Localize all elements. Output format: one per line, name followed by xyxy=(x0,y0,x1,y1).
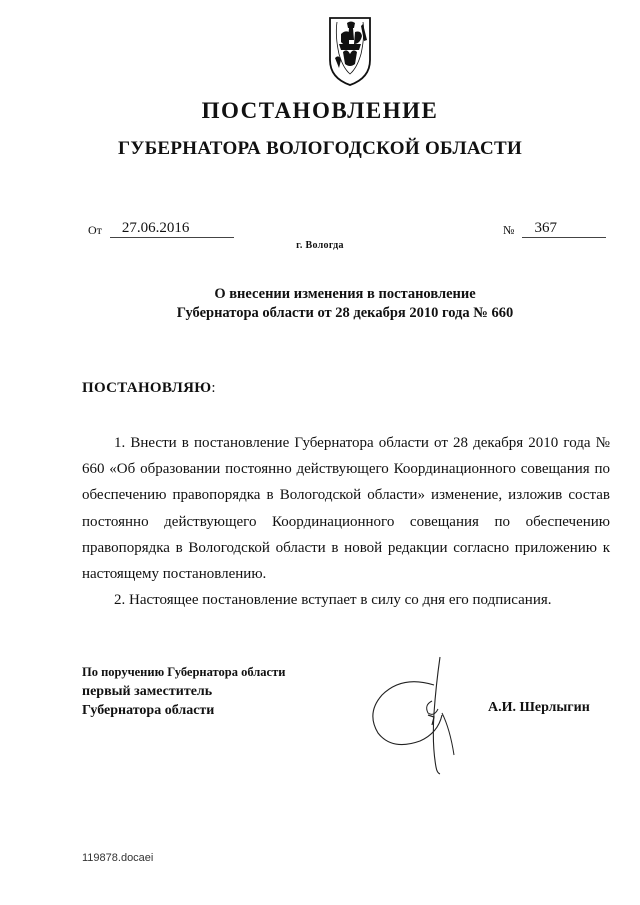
decree-colon: : xyxy=(211,380,216,396)
coat-of-arms-icon xyxy=(327,14,373,88)
document-body xyxy=(82,430,610,613)
signatory-line-3: Губернатора области xyxy=(82,703,215,718)
body-paragraph-2: 2. Настоящее постановление вступает в силу со дня его подписания. xyxy=(114,592,552,609)
document-file-code: 119878.docaei xyxy=(82,852,154,864)
signatory-line-2: первый заместитель xyxy=(82,684,213,699)
signatory-title xyxy=(82,663,285,720)
document-subject xyxy=(0,285,640,323)
date-row xyxy=(88,220,234,238)
subject-line-1: О внесении изменения в постановление xyxy=(214,286,476,302)
document-date: 27.06.2016 xyxy=(110,220,234,238)
body-paragraph-1: 1. Внести в постановление Губернатора области от 28 декабря 2010 года № 660 «Об образовании постоянно действующего Координационного совещания по обеспечению правопорядка в Вологодской области» изменение, изложив состав постоянно действующего Координационного совещания по обеспечению правопорядка в Вологодской области в новой редакции согласно приложению к настоящему постановлению. xyxy=(82,435,610,583)
decree-heading xyxy=(82,380,216,397)
document-title: ПОСТАНОВЛЕНИЕ xyxy=(201,98,439,123)
date-label: От xyxy=(88,223,102,237)
number-label: № xyxy=(503,223,515,237)
subject-line-2: Губернатора области от 28 декабря 2010 года № 660 xyxy=(176,305,514,321)
signer-name: А.И. Шерлыгин xyxy=(488,700,590,715)
decree-word: ПОСТАНОВЛЯЮ xyxy=(82,380,212,396)
document-number: 367 xyxy=(522,220,606,238)
document-issuer: ГУБЕРНАТОРА ВОЛОГОДСКОЙ ОБЛАСТИ xyxy=(117,138,523,159)
number-row xyxy=(503,220,606,238)
document-city: г. Вологда xyxy=(296,240,344,251)
signatory-line-1: По поручению Губернатора области xyxy=(82,665,286,679)
handwritten-signature xyxy=(362,655,472,775)
